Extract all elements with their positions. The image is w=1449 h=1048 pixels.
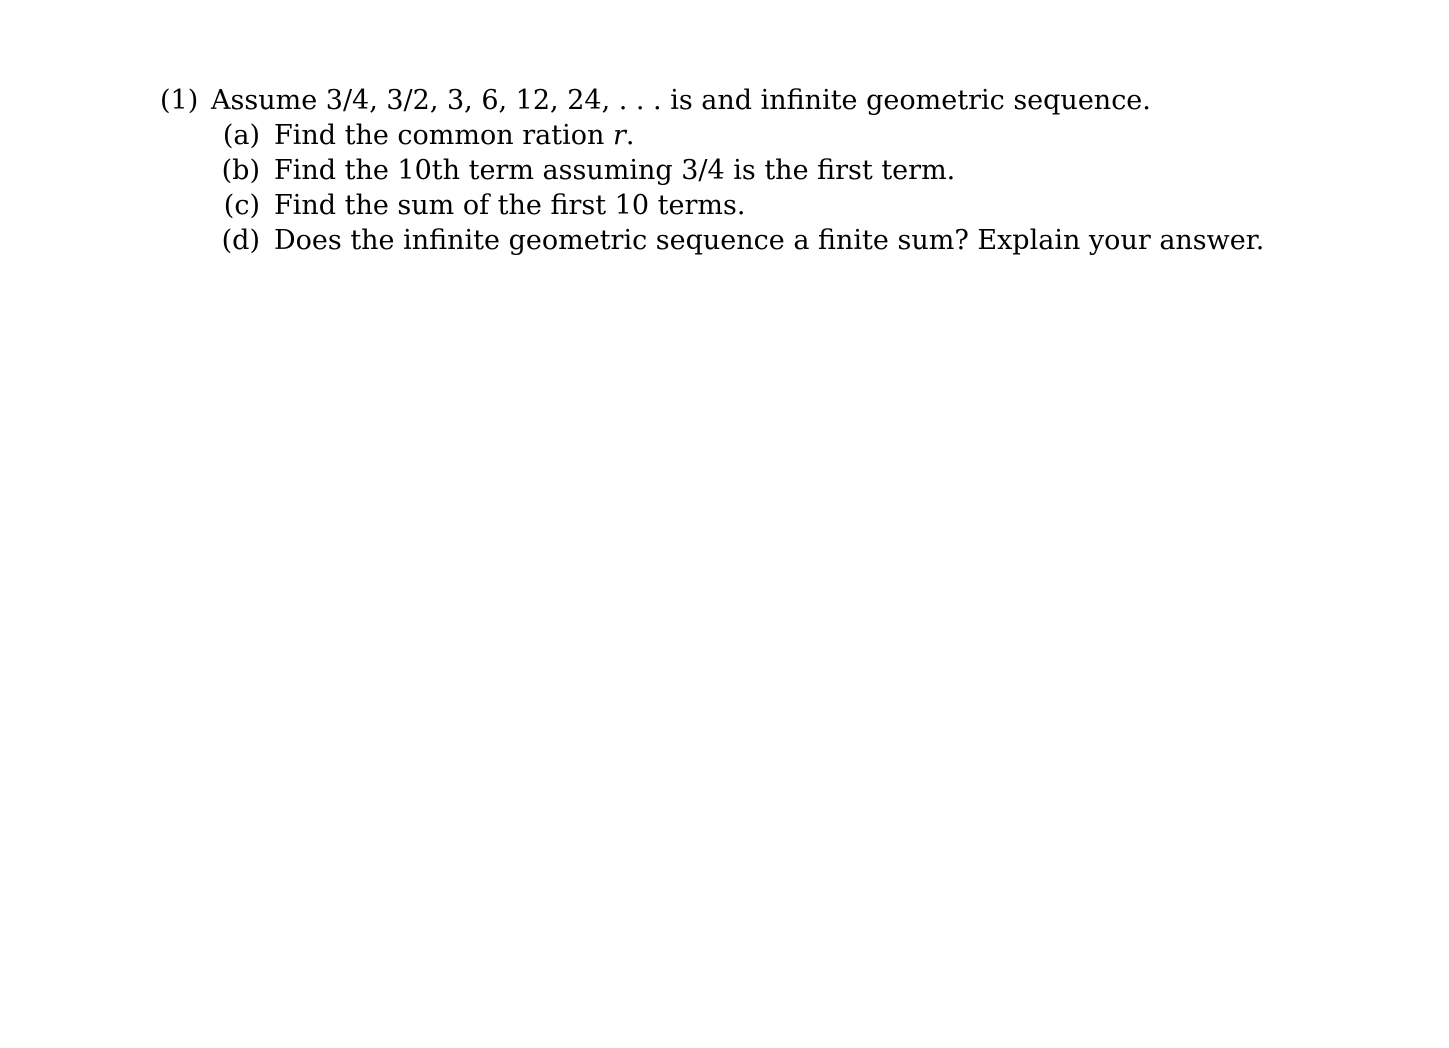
part-a [160, 118, 1260, 153]
part-a-text-before: Find the common ration [274, 120, 613, 151]
part-c [160, 188, 1260, 223]
part-a-text-after: . [625, 120, 635, 151]
part-d [160, 223, 1265, 258]
problem-statement: Assume 3/4, 3/2, 3, 6, 12, 24, . . . is and infinite geometric sequence. [211, 85, 1151, 116]
part-a-label: (a) [222, 120, 260, 151]
problem-1 [160, 83, 1265, 258]
part-b [160, 153, 1260, 188]
problem-statement-line [160, 83, 1260, 118]
part-b-label: (b) [221, 155, 260, 186]
problem-number: (1) [160, 85, 199, 116]
part-a-text [274, 118, 634, 153]
part-c-label: (c) [223, 190, 260, 221]
part-d-text: Does the infinite geometric sequence a finite sum? Explain your answer. [274, 225, 1265, 256]
part-c-text: Find the sum of the first 10 terms. [274, 190, 746, 221]
part-d-label: (d) [221, 225, 260, 256]
part-b-text: Find the 10th term assuming 3/4 is the first term. [274, 155, 956, 186]
part-a-variable: r [612, 120, 626, 151]
